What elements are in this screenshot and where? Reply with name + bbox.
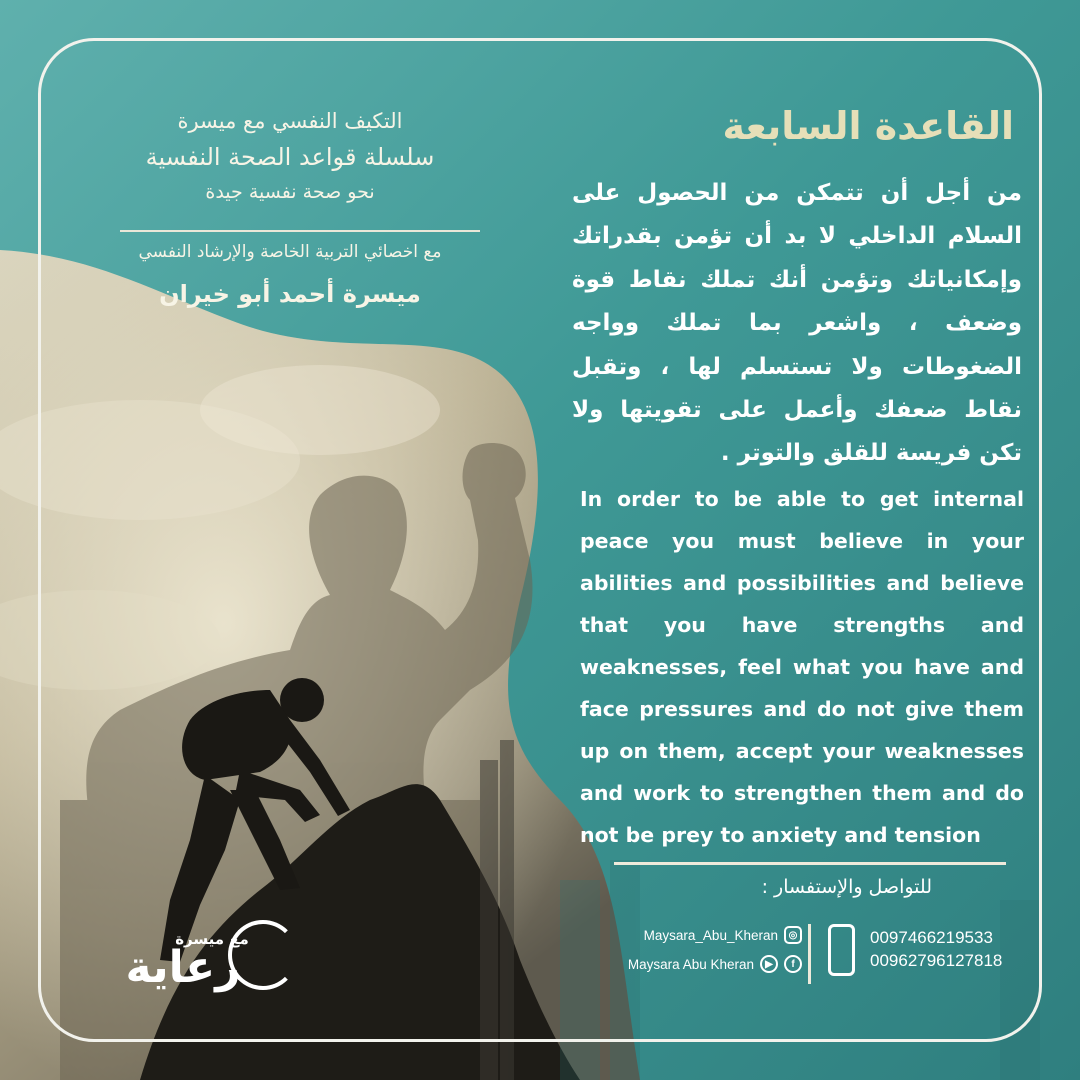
social-handles xyxy=(540,924,802,980)
facebook-handle[interactable]: Maysara Abu Kheran xyxy=(627,956,754,972)
contact-separator xyxy=(808,924,811,984)
instagram-icon[interactable]: ◎ xyxy=(784,926,802,944)
arabic-body-text: من أجل أن تتمكن من الحصول على السلام الداخلي لا بد أن تؤمن بقدراتك وإمكانياتك وتؤمن أنك تملك نقاط قوة وضعف ، واشعر بما تملك وواجه الضغوطات ولا تستسلم لها ، وتقبل نقاط ضعفك وأعمل على تقويتها ولا تكن فريسة للقلق والتوتر . xyxy=(572,180,1022,467)
author-name: ميسرة أحمد أبو خيران xyxy=(159,280,421,308)
logo-top-text: مع ميسرة xyxy=(175,930,249,948)
phone-icon xyxy=(828,924,855,976)
specialist-line: مع اخصائي التربية الخاصة والإرشاد النفسي xyxy=(138,242,442,262)
instagram-handle[interactable]: Maysara_Abu_Kheran xyxy=(643,927,778,943)
phone-numbers xyxy=(870,926,1030,972)
series-tagline: نحو صحة نفسية جيدة xyxy=(205,181,375,203)
facebook-icon[interactable]: f xyxy=(784,955,802,973)
rule-title: القاعدة السابعة xyxy=(722,104,1014,148)
series-header xyxy=(80,104,500,208)
header-divider xyxy=(120,230,480,232)
contact-divider xyxy=(614,862,1006,865)
series-title: سلسلة قواعد الصحة النفسية xyxy=(145,143,435,171)
phone-number-2[interactable]: 00962796127818 xyxy=(870,951,1003,970)
english-body-text: In order to be able to get internal peace you must believe in your abilities and possibilities and believe that you have strengths and weaknesses, feel what you have and face pressures and do not give them up on them, accept your weaknesses and work to strengthen them and do not be prey to anxiety and tension xyxy=(580,487,1024,847)
contact-label: للتواصل والإستفسار : xyxy=(761,876,932,898)
reaaya-logo xyxy=(78,920,308,1000)
phone-number-1[interactable]: 0097466219533 xyxy=(870,928,993,947)
logo-main-text: رعاية xyxy=(125,942,241,993)
facebook-row[interactable] xyxy=(628,955,802,973)
youtube-icon[interactable]: ▶ xyxy=(760,955,778,973)
series-subtitle: التكيف النفسي مع ميسرة xyxy=(177,109,403,133)
instagram-row[interactable] xyxy=(644,926,802,944)
